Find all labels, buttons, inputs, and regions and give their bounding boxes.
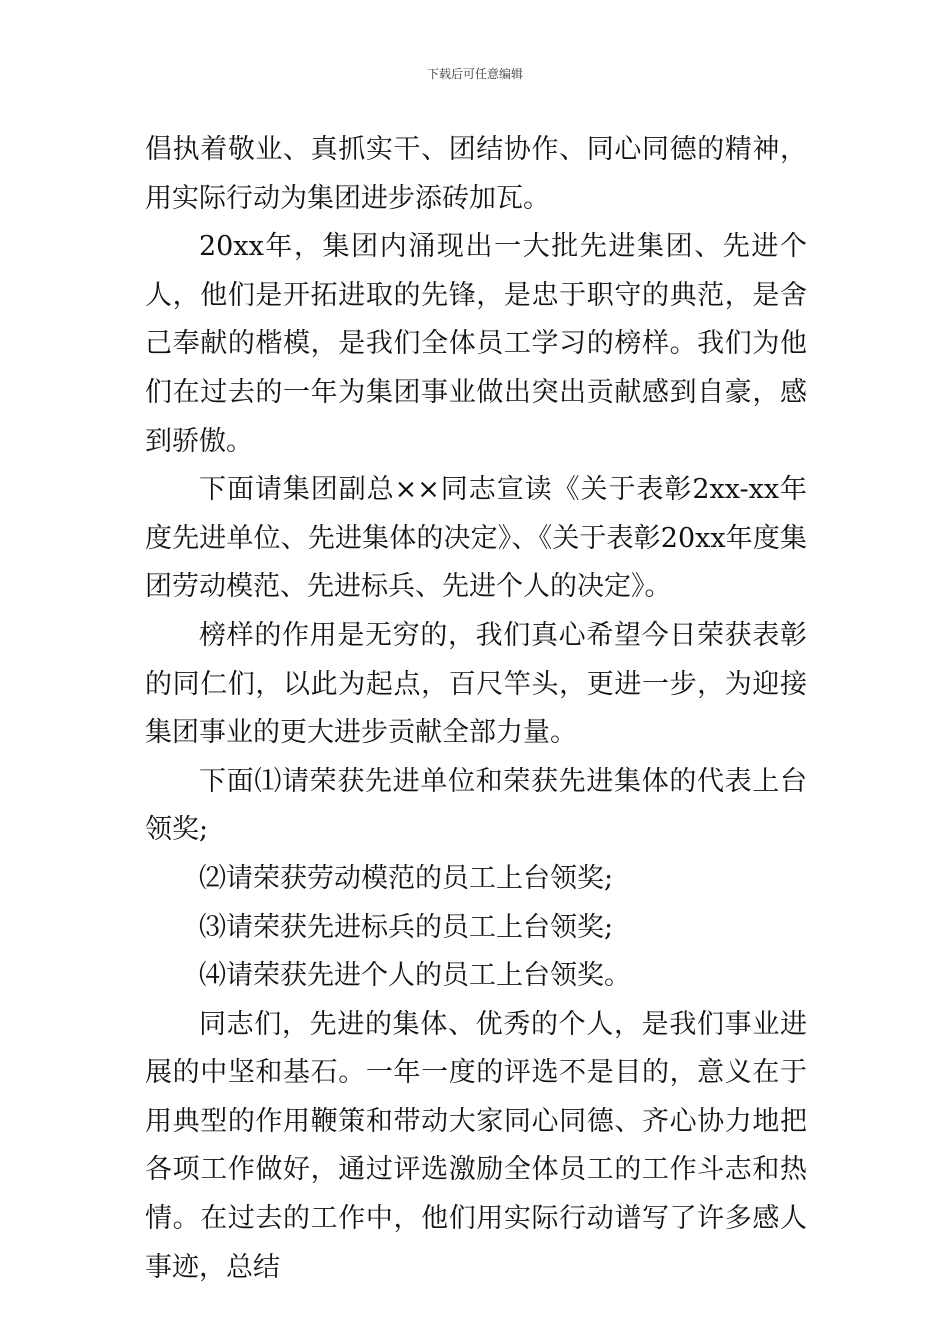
paragraph-continuation: 倡执着敬业、真抓实干、团结协作、同心同德的精神，用实际行动为集团进步添砖加瓦。 [145,134,807,214]
paragraph-award-step-1: 下面⑴请荣获先进单位和荣获先进集体的代表上台领奖; [145,765,807,846]
paragraph-role-models: 榜样的作用是无穷的，我们真心希望今日荣获表彰的同仁们，以此为起点，百尺竿头，更进一步，为迎接集团事业的更大进步贡献全部力量。 [145,619,807,749]
paragraph-comrades: 同志们，先进的集体、优秀的个人，是我们事业进展的中坚和基石。一年一度的评选不是目的，意义在于用典型的作用鞭策和带动大家同心同德、齐心协力地把各项工作做好，通过评选激励全体员工的工作斗志和热情。在过去的工作中，他们用实际行动谱写了许多感人事迹，总结 [145,1008,807,1283]
paragraph-advanced-groups: 20xx年，集团内涌现出一大批先进集团、先进个人，他们是开拓进取的先锋，是忠于职守的典范，是舍己奉献的楷模，是我们全体员工学习的榜样。我们为他们在过去的一年为集团事业做出突出贡献感到自豪，感到骄傲。 [145,231,807,457]
page-header-note: 下载后可任意编辑 [426,67,523,81]
paragraph-award-step-4: ⑷请荣获先进个人的员工上台领奖。 [199,960,631,992]
document-body [145,126,807,1292]
paragraph-announcement-reading: 下面请集团副总××同志宣读《关于表彰2xx-xx年度先进单位、先进集体的决定》、《关于表彰20xx年度集团劳动模范、先进标兵、先进个人的决定》。 [145,474,807,603]
paragraph-award-step-2: ⑵请荣获劳动模范的员工上台领奖; [199,862,614,894]
paragraph-award-step-3: ⑶请荣获先进标兵的员工上台领奖; [199,911,614,943]
